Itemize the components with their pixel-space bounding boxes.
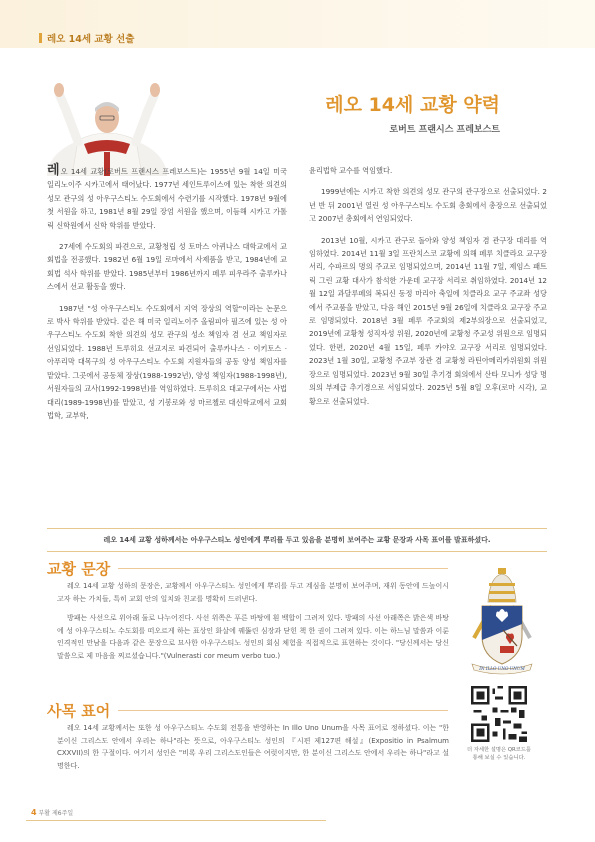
issue-label: 부활 제6주일: [38, 810, 74, 817]
coat-section-body: [57, 580, 449, 670]
page-subtitle: 로버트 프랜시스 프레보스트: [389, 125, 500, 135]
coat-of-arms: [462, 566, 542, 678]
announcement-banner: 레오 14세 교황 성하께서는 아우구스티노 성인에게 뿌리를 두고 있음을 분명히 보여주는 교황 문장과 사목 표어를 발표하셨다.: [47, 528, 547, 552]
section-tab: 레오 14세 교황 선출: [47, 31, 134, 45]
motto-scroll-text: IN ILLO UNO UNUM: [479, 666, 525, 671]
page-title: 레오 14세 교황 약력: [325, 94, 500, 116]
bio-paragraph: 1999년에는 시카고 착한 의견의 성모 관구의 관구장으로 선출되었다. 2년 반 뒤 2001년 열린 성 아우구스티노 수도회 총회에서 총장으로 선출되었고 2007년 총회에서 연임되었다.: [309, 187, 547, 224]
bio-paragraph: 2013년 10월, 시카고 관구로 돌아와 양성 책임자 겸 관구장 대리를 역임하였다. 2014년 11월 3일 프란치스코 교황에 의해 페루 치클라요 교구장 서리, 수파르의 명의 주교로 임명되었으며, 2014년 11월 7일, 제임스 패트릭 그린 교황 대사가 참석한 가운데 교구장 서리로 취임하였다. 2014년 12월 12일 과달루페의 복되신 동정 마리아 축일에 치클라요 교구 주교좌 성당에서 주교품을 받았고, 다음 해인 2015년 9월 26일에 치클라요 교구장 주교로 임명되었다. 2018년 3월 페루 주교회의 제2부의장으로 선출되었고, 2019년에 교황청 성직자성 위원, 2020년에 교황청 주교성 위원으로 임명되었다. 한편, 2020년 4월 15일, 페루 카야오 교구장 서리로 임명되었다. 2023년 1월 30일, 교황청 주교부 장관 겸 교황청 라틴아메리카위원회 위원장으로 임명되었다. 2023년 9월 30일 추기경 회의에서 산타 모니카 성당 명의의 부제급 추기경으로 서임되었다. 2025년 5월 8일 오후(로마 시각), 교황으로 선출되었다.: [309, 235, 547, 406]
dropcap: 레: [47, 163, 60, 178]
bio-paragraph: 27세에 수도회의 파견으로, 교황청립 성 토마스 아퀴나스 대학교에서 교회법을 전공했다. 1982년 6월 19일 로마에서 사제품을 받고, 1984년에 교회법 석사 학위를 받았다. 1985년부터 1986년까지 페루 피우라주 출루카나스에서 선교 활동을 했다.: [47, 242, 287, 292]
qr-code[interactable]: [471, 686, 527, 742]
bio-paragraph: 레오 14세 교황(로버트 프랜시스 프레보스트)는 1955년 9월 14일 미국 일리노이주 시카고에서 태어났다. 1977년 세인트루이스에 있는 착한 의견의 성모 관구의 성 아우구스티노 수도회에서 수련기를 시작했다. 1978년 9월에 첫 서원을 하고, 1981년 8월 29일 장엄 서원을 했으며, 이듬해 시카고 가톨릭 신학원에서 신학 학위를 받았다.: [47, 163, 287, 230]
motto-paragraph: 레오 14세 교황께서는 또한 성 아우구스티노 수도회 전통을 반영하는 In Illo Uno Unum을 사목 표어로 정하셨다. 이는 "한 분이신 그리스도 안에서 우리는 하나"라는 뜻으로, 아우구스티노 성인의 『시편 제127편 해설』(Expositio in Psalmum CXXVII)의 한 구절이다. 여기서 성인은 "비록 우리 그리스도인들은 여럿이지만, 한 분이신 그리스도 안에서 우리는 하나"라고 설명한다.: [57, 724, 449, 770]
footer-divider: [26, 820, 326, 821]
bio-paragraph: 1987년 "성 아우구스티노 수도회에서 지역 장상의 역할"이라는 논문으로 박사 학위를 받았다. 같은 해 미국 일리노이주 올림피아 필즈에 있는 성 아우구스티노 수도회 착한 의견의 성모 관구의 성소 책임자 겸 선교 책임자로 선임되었다. 1988년 트루히요 선교지로 파견되어 출루카나스 · 이키토스 · 아푸리막 대목구의 성 아우구스티노 수도회 지원자들의 공동 양성 책임자를 맡았다. 그곳에서 공동체 장상(1988-1992년), 양성 책임자(1988-1998년), 서원자들의 교사(1992-1998년)를 역임하였다. 트루히요 대교구에서는 사법 대리(1989-1998년)를 맡았고, 성 기봉로와 성 마르첼로 대신학교에서 교회법학, 교부학,: [47, 303, 287, 420]
pope-photo: [26, 66, 188, 176]
motto-section-body: [57, 722, 449, 779]
page-footer: [31, 808, 73, 817]
bio-paragraph: 윤리법학 교수를 역임했다.: [309, 166, 393, 175]
qr-caption: 더 자세한 설명은 QR코드를 통해 보실 수 있습니다.: [466, 747, 532, 761]
coat-paragraph: 레오 14세 교황 성하의 문장은, 교황께서 아우구스티노 성인에게 뿌리를 두고 계심을 분명히 보여주며, 재위 동안에 드높이시고자 하는 가치들, 특히 교회 안의 일치와 친교를 명확히 드러낸다.: [57, 582, 449, 603]
section-divider: [118, 568, 448, 569]
page-number: 4: [31, 808, 37, 817]
coat-paragraph: 방패는 사선으로 위아래 둘로 나누어진다. 사선 위쪽은 푸른 바탕에 흰 백합이 그려져 있다. 방패의 사선 아래쪽은 밝은색 바탕에 성 아우구스티노 수도회를 떠오르게 하는 표상인 화살에 꿰뚫린 심장과 닫힌 책 한 권이 그려져 있다. 이는 하느님 말씀과 이룬 인격적인 만남을 다음과 같은 문장으로 묘사한 아우구스티노 성인의 회심 체험을 직접적으로 표현하는 것이다. "당신께서는 당신 말씀으로 제 마음을 찌르셨습니다."(Vulnerasti cor meum verbo tuo.): [57, 614, 449, 660]
section-divider: [118, 710, 448, 711]
bio-right-column: [309, 164, 547, 416]
motto-section-title: 사목 표어: [47, 702, 111, 720]
bio-left-column: [47, 164, 287, 430]
coat-section-title: 교황 문장: [47, 560, 111, 578]
